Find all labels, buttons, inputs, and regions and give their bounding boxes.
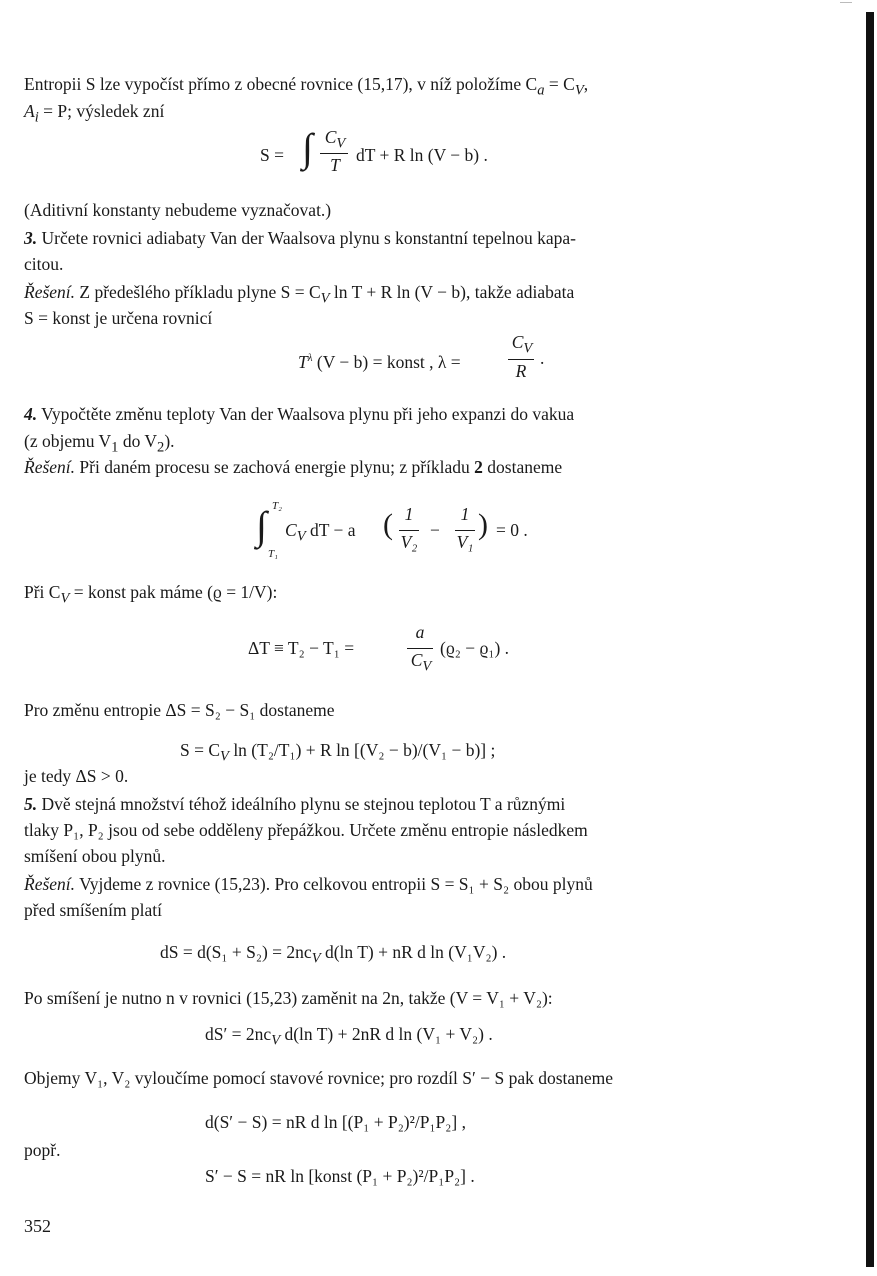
line-cv: Při $C_V$ = konst pak máme (ϱ = 1/V): <box>24 582 278 607</box>
ex5-solution-line2: před smíšením platí <box>24 900 163 920</box>
equation-7: $dS' = 2nc_V$ d(ln T) + 2nR d ln (V₁ + V₂) . <box>205 1024 493 1049</box>
equation-6: dS = $d(S_1 + S_2) = 2nc_V$ d(ln T) + nR d ln (V₁V₂) . <box>160 942 507 967</box>
ex4-line1: 4. Vypočtěte změnu teploty Van der Waalsova plynu při jeho expanzi do vakua <box>24 404 575 424</box>
integral-sign: ∫ <box>302 125 313 170</box>
para1-line2: $A_i = P$; výsledek zní <box>24 101 165 126</box>
ex5-line3: smíšení obou plynů. <box>24 846 166 866</box>
ex5-solution-line1: Řešení. Vyjdeme z rovnice (15,23). Pro celkovou entropii S = S₁ + S₂ obou plynů <box>24 874 593 894</box>
page-number: 352 <box>24 1216 51 1236</box>
ex4-line2: (z objemu $V_1$ do $V_2$). <box>24 431 175 456</box>
right-paren: ) <box>478 508 488 541</box>
ex5-line2: tlaky P₁, P₂ jsou od sebe odděleny přepážkou. Určete změnu entropie následkem <box>24 820 588 840</box>
ex5-line1: 5. Dvě stejná množství téhož ideálního plynu se stejnou teplotou T a různými <box>24 794 566 814</box>
book-page: Entropii S lze vypočíst přímo z obecné rovnice (15,17), v níž položíme $C_a = C_V$, $A_i = P$; výsledek zní S = ∫ $C_V$ T dT + R ln (V − b) . (Aditivní konstanty nebudeme vyznačovat.) 3. Určete rovnici adiabaty Van der Waalsova plynu s konstantní tepelnou kapa- citou. Řešení. Z předešlého příkladu plyne $S = C_V$ ln T + R ln (V − b), takže adiabata S = konst je určena rovnicí $T^\lambda$ (V − b) = konst , λ = $C_V$ R . 4. Vypočtěte změnu teploty Van der Waalsova plynu při jeho expanzi do vakua (z objemu $V_1$ do $V_2$). Řešení. Při daném procesu se zachová energie plynu; z příkladu 2 dostaneme ∫ T₂ T₁ $C_V$ dT − a ( 1 V₂ − 1 V₁ ) = 0 . Při $C_V$ = konst pak máme (ϱ = 1/V): ΔT ≡ T₂ − T₁ = a $C_V$ (ϱ₂ − ϱ₁) . Pro změnu entropie ΔS = S₂ − S₁ dostaneme $S = C_V$ ln (T₂/T₁) + R ln [(V₂ − b)/(V₁ − b)] ; je tedy ΔS > 0. 5. Dvě stejná množství téhož ideálního plynu se stejnou teplotou T a různými tlaky P₁, P₂ jsou od sebe odděleny přepážkou. Určete změnu entropie následkem smíšení obou plynů. Řešení. Vyjdeme z rovnice (15,23). Pro celkovou entropii S = S₁ + S₂ obou plynů před smíšením platí dS = $d(S_1 + S_2) = 2nc_V$ d(ln T) + nR d ln (V₁V₂) . Po smíšení je nutno n v rovnici (15,23) zaměnit na 2n, takže (V = V₁ + V₂): $dS' = 2nc_V$ d(ln T) + 2nR d ln (V₁ + V₂) . Objemy V₁, V₂ vyloučíme pomocí stavové rovnice; pro rozdíl S′ − S pak dostaneme d(S′ − S) = nR d ln [(P₁ + P₂)²/P₁P₂] , popř. S′ − S = nR ln [konst (P₁ + P₂)²/P₁P₂] . 352 <box>0 0 877 1276</box>
scan-mark <box>840 2 852 3</box>
equation-5: $S = C_V$ ln (T₂/T₁) + R ln [(V₂ − b)/(V₁ − b)] ; <box>180 740 496 765</box>
ex3-solution-line1: Řešení. Z předešlého příkladu plyne $S = C_V$ ln T + R ln (V − b), takže adiabata <box>24 282 575 307</box>
line-popr: popř. <box>24 1140 61 1160</box>
line-volumes: Objemy V₁, V₂ vyloučíme pomocí stavové rovnice; pro rozdíl S′ − S pak dostaneme <box>24 1068 614 1088</box>
ex3-line2: citou. <box>24 254 64 274</box>
para2: (Aditivní konstanty nebudeme vyznačovat.) <box>24 200 332 220</box>
integral-sign: ∫ <box>256 503 267 548</box>
left-paren: ( <box>383 508 393 541</box>
line-ds: je tedy ΔS > 0. <box>24 766 129 786</box>
ex4-solution: Řešení. Při daném procesu se zachová energie plynu; z příkladu 2 dostaneme <box>24 457 563 477</box>
ex3-line1: 3. Určete rovnici adiabaty Van der Waalsova plynu s konstantní tepelnou kapa- <box>24 228 576 248</box>
equation-9: S′ − S = nR ln [konst (P₁ + P₂)²/P₁P₂] . <box>205 1166 475 1186</box>
equation-8: d(S′ − S) = nR d ln [(P₁ + P₂)²/P₁P₂] , <box>205 1112 466 1132</box>
line-entropy: Pro změnu entropie ΔS = S₂ − S₁ dostaneme <box>24 700 335 720</box>
line-after-mixing: Po smíšení je nutno n v rovnici (15,23) zaměnit na 2n, takže (V = V₁ + V₂): <box>24 988 553 1008</box>
scan-edge <box>866 12 874 1267</box>
para1-line1: Entropii S lze vypočíst přímo z obecné rovnice (15,17), v níž položíme $C_a = C_V$, <box>24 74 589 99</box>
ex3-solution-line2: S = konst je určena rovnicí <box>24 308 213 328</box>
